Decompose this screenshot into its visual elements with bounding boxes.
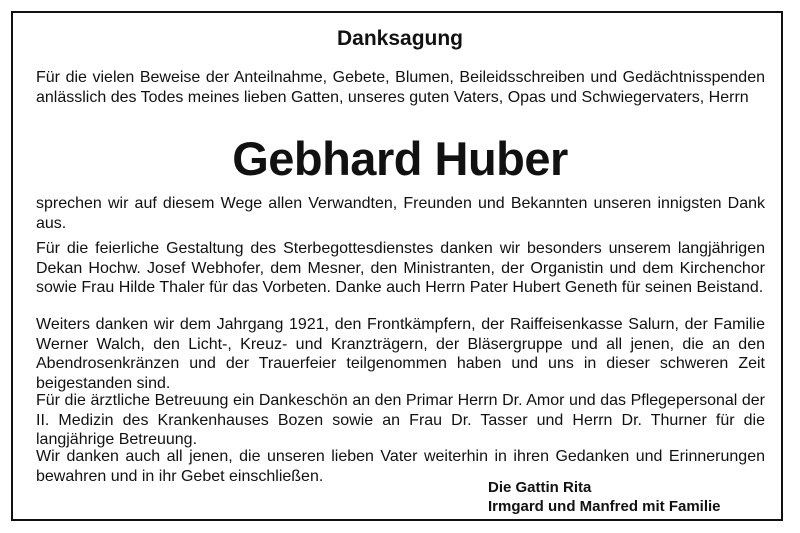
thanks-paragraph-service: Für die feierliche Gestaltung des Sterbegottesdienstes danken wir besonders unserem langjährigen Dekan Hochw. Josef Webhofer, dem Mesner, den Ministranten, der Organistin und dem Kirchenchor sowie Frau Hilde Thaler für das Vorbeten. Danke auch Herrn Pater Hubert Geneth für seinen Beistand. (36, 240, 765, 296)
thanks-paragraph-closing: Wir danken auch all jenen, die unseren lieben Vater weiterhin in ihren Gedanken und Erinnerungen bewahren und in ihr Gebet einschließen. (36, 448, 765, 485)
signature-family: Irmgard und Manfred mit Familie (488, 498, 721, 515)
deceased-name: Gebhard Huber (232, 132, 568, 185)
notice-heading: Danksagung (336, 27, 464, 50)
intro-paragraph: Für die vielen Beweise der Anteilnahme, Gebete, Blumen, Beileidsschreiben und Gedächtnisspenden anlässlich des Todes meines lieben Gatten, unseres guten Vaters, Opas und Schwiegervaters, Herrn (36, 69, 765, 106)
thanks-paragraph-medical: Für die ärztliche Betreuung ein Dankeschön an den Primar Herrn Dr. Amor und das Pflegepersonal der II. Medizin des Krankenhauses Bozen sowie an Frau Dr. Tasser und Herrn Dr. Thurner für die langjährige Betreuung. (36, 392, 765, 448)
signature-widow: Die Gattin Rita (488, 479, 592, 496)
thanks-paragraph-general: sprechen wir auf diesem Wege allen Verwandten, Freunden und Bekannten unseren innigsten Dank aus. (36, 195, 765, 232)
thanks-paragraph-groups: Weiters danken wir dem Jahrgang 1921, den Frontkämpfern, der Raiffeisenkasse Salurn, der Familie Werner Walch, den Licht-, Kreuz- und Kranzträgern, der Bläsergruppe und all jenen, die an den Abendrosenkränzen und der Trauerfeier teilgenommen haben und uns in dieser schweren Zeit beigestanden sind. (36, 316, 765, 392)
